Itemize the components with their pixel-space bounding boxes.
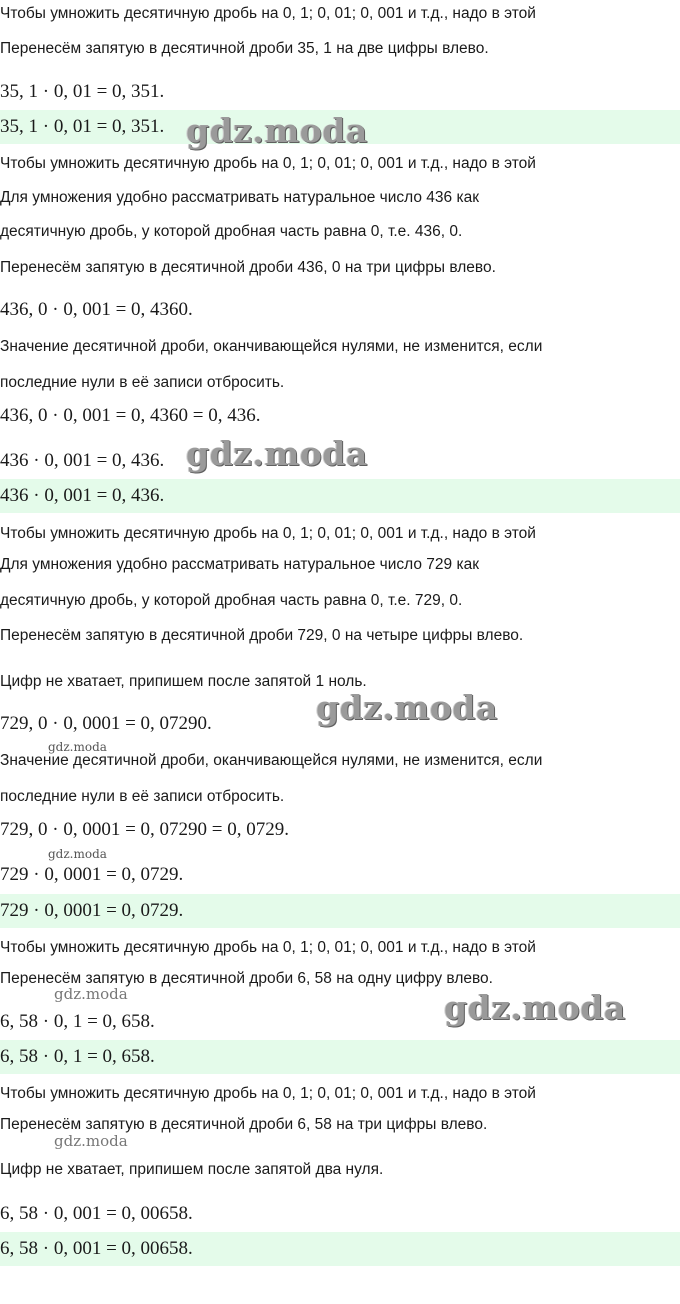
text-line: Чтобы умножить десятичную дробь на 0, 1; 0, 01; 0, 001 и т.д., надо в этой bbox=[0, 525, 536, 542]
text-line: Перенесём запятую в десятичной дроби 436, 0 на три цифры влево. bbox=[0, 259, 496, 276]
text-line: последние нули в её записи отбросить. bbox=[0, 374, 285, 391]
text-line: Чтобы умножить десятичную дробь на 0, 1; 0, 01; 0, 001 и т.д., надо в этой bbox=[0, 939, 536, 956]
text-line: Чтобы умножить десятичную дробь на 0, 1; 0, 01; 0, 001 и т.д., надо в этой bbox=[0, 5, 536, 22]
text-line: Чтобы умножить десятичную дробь на 0, 1; 0, 01; 0, 001 и т.д., надо в этой bbox=[0, 1085, 536, 1102]
answer-highlight bbox=[0, 1040, 680, 1074]
text-line: Значение десятичной дроби, оканчивающейся нулями, не изменится, если bbox=[0, 752, 543, 769]
text-line: Цифр не хватает, припишем после запятой два нуля. bbox=[0, 1161, 384, 1178]
text-line: Для умножения удобно рассматривать натуральное число 436 как bbox=[0, 189, 480, 206]
math-line: 729 · 0, 0001 = 0, 0729. bbox=[0, 864, 184, 885]
answer-math: 436 · 0, 001 = 0, 436. bbox=[0, 485, 165, 506]
answer-math: 6, 58 · 0, 1 = 0, 658. bbox=[0, 1046, 155, 1067]
math-line: 436, 0 · 0, 001 = 0, 4360. bbox=[0, 299, 193, 320]
watermark-small: gdz.moda bbox=[54, 985, 128, 1003]
watermark-logo: gdz.moda bbox=[444, 988, 626, 1027]
math-line: 6, 58 · 0, 1 = 0, 658. bbox=[0, 1011, 155, 1032]
math-line: 436, 0 · 0, 001 = 0, 4360 = 0, 436. bbox=[0, 405, 261, 426]
text-line: десятичную дробь, у которой дробная часть равна 0, т.е. 729, 0. bbox=[0, 592, 463, 609]
answer-highlight bbox=[0, 479, 680, 513]
watermark-small: gdz.moda bbox=[48, 847, 107, 861]
answer-highlight bbox=[0, 894, 680, 928]
text-line: Перенесём запятую в десятичной дроби 6, 58 на три цифры влево. bbox=[0, 1116, 488, 1133]
text-line: Перенесём запятую в десятичной дроби 35, 1 на две цифры влево. bbox=[0, 40, 489, 57]
watermark-logo: gdz.moda bbox=[186, 111, 368, 150]
watermark-small: gdz.moda bbox=[54, 1132, 128, 1150]
math-line: 729, 0 · 0, 0001 = 0, 07290 = 0, 0729. bbox=[0, 819, 290, 840]
answer-math: 6, 58 · 0, 001 = 0, 00658. bbox=[0, 1238, 193, 1259]
text-line: десятичную дробь, у которой дробная часть равна 0, т.е. 436, 0. bbox=[0, 223, 463, 240]
text-line: Перенесём запятую в десятичной дроби 6, 58 на одну цифру влево. bbox=[0, 970, 493, 987]
text-line: Цифр не хватает, припишем после запятой 1 ноль. bbox=[0, 673, 367, 690]
watermark-small: gdz.moda bbox=[48, 740, 107, 754]
text-line: Значение десятичной дроби, оканчивающейся нулями, не изменится, если bbox=[0, 338, 543, 355]
watermark-logo: gdz.moda bbox=[186, 434, 368, 473]
math-line: 729, 0 · 0, 0001 = 0, 07290. bbox=[0, 713, 212, 734]
math-line: 35, 1 · 0, 01 = 0, 351. bbox=[0, 81, 165, 102]
text-line: Для умножения удобно рассматривать натуральное число 729 как bbox=[0, 556, 480, 573]
math-line: 6, 58 · 0, 001 = 0, 00658. bbox=[0, 1203, 193, 1224]
text-line: Чтобы умножить десятичную дробь на 0, 1; 0, 01; 0, 001 и т.д., надо в этой bbox=[0, 155, 536, 172]
answer-math: 729 · 0, 0001 = 0, 0729. bbox=[0, 900, 184, 921]
text-line: последние нули в её записи отбросить. bbox=[0, 788, 285, 805]
text-line: Перенесём запятую в десятичной дроби 729, 0 на четыре цифры влево. bbox=[0, 627, 524, 644]
watermark-logo: gdz.moda bbox=[316, 688, 498, 727]
answer-highlight bbox=[0, 1232, 680, 1266]
math-line: 436 · 0, 001 = 0, 436. bbox=[0, 450, 165, 471]
answer-math: 35, 1 · 0, 01 = 0, 351. bbox=[0, 116, 165, 137]
